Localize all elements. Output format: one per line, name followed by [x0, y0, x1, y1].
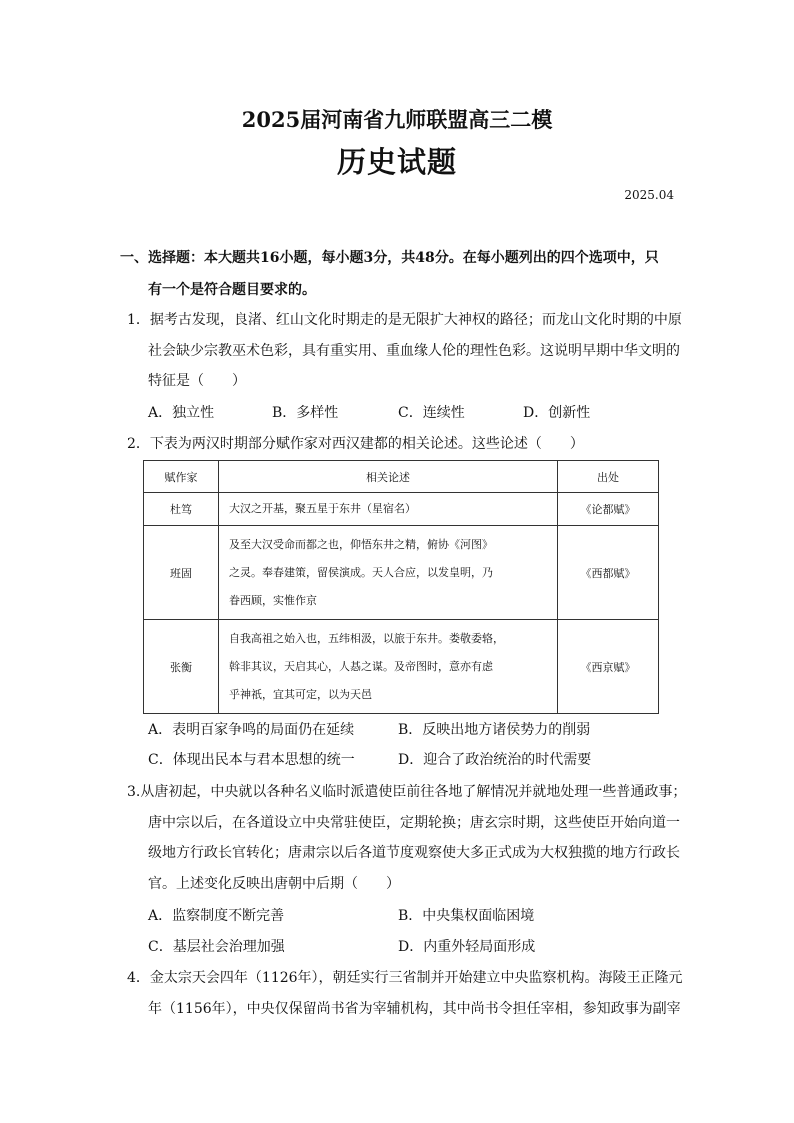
content-line: 及至大汉受命而都之也，仰悟东井之精，俯协《河图》 [229, 537, 493, 551]
q3-option-d: D．内重外轻局面形成 [398, 939, 536, 955]
q2-option-d: D．迎合了政治统治的时代需要 [398, 752, 592, 768]
author-cell: 杜笃 [144, 493, 219, 526]
author-cell: 班固 [144, 526, 219, 620]
table-header-row [144, 461, 659, 493]
subject-title: 历史试题 [336, 145, 457, 179]
exam-date: 2025.04 [624, 188, 674, 202]
table-row [144, 526, 659, 620]
q1-option-d: D．创新性 [523, 405, 591, 421]
content-line: 自我高祖之始入也，五纬相汲，以旅于东井。娄敬委辂， [229, 631, 504, 645]
section-heading-cont: 有一个是符合题目要求的。 [148, 282, 316, 298]
q1-line: 特征是（ ） [148, 373, 246, 389]
header-content: 相关论述 [219, 461, 558, 493]
q1-line: 1．据考古发现，良渚、红山文化时期走的是无限扩大神权的路径；而龙山文化时期的中原 [127, 312, 682, 328]
source-cell: 《西都赋》 [558, 526, 659, 620]
q3-line: 唐中宗以后，在各道设立中央常驻使臣，定期轮换；唐玄宗时期，这些使臣开始向道一 [148, 815, 680, 831]
q2-stem: 2．下表为两汉时期部分赋作家对西汉建都的相关论述。这些论述（ ） [127, 436, 584, 452]
q4-line: 年（1156年），中央仅保留尚书省为宰辅机构，其中尚书令担任宰相，参知政事为副宰 [148, 1001, 681, 1017]
content-line: 乎神祇，宜其可定，以为天邑 [229, 687, 372, 701]
q2-option-c: C．体现出民本与君本思想的统一 [148, 752, 355, 768]
header-source: 出处 [558, 461, 659, 493]
q1-option-b: B．多样性 [272, 405, 339, 421]
q3-line: 官。上述变化反映出唐朝中后期（ ） [148, 876, 400, 892]
content-cell: 大汉之开基，聚五星于东井（星宿名） [219, 493, 558, 526]
q3-option-b: B．中央集权面临困境 [398, 908, 535, 924]
q1-option-a: A．独立性 [148, 405, 215, 421]
header-author: 赋作家 [144, 461, 219, 493]
source-cell: 《论都赋》 [558, 493, 659, 526]
section-heading: 一、选择题：本大题共16小题，每小题3分，共48分。在每小题列出的四个选项中，只 [120, 250, 659, 266]
q1-option-c: C．连续性 [398, 405, 465, 421]
table-row [144, 620, 659, 714]
content-line: 眷西顾，实惟作京 [229, 593, 317, 607]
q3-line: 3.从唐初起，中央就以各种名义临时派遣使臣前往各地了解情况并就地处理一些普通政事； [127, 784, 687, 800]
source-cell: 《西京赋》 [558, 620, 659, 714]
content-line: 斡非其议，天启其心，人惎之谋。及帝图时，意亦有虑 [229, 659, 493, 673]
exam-title: 2025届河南省九师联盟高三二模 [241, 107, 553, 132]
author-cell: 张衡 [144, 620, 219, 714]
q1-line: 社会缺少宗教巫术色彩，具有重实用、重血缘人伦的理性色彩。这说明早期中华文明的 [148, 343, 680, 359]
table-row [144, 493, 659, 526]
q2-option-a: A．表明百家争鸣的局面仍在延续 [148, 722, 355, 738]
content-cell [219, 526, 558, 620]
q3-option-a: A．监察制度不断完善 [148, 908, 285, 924]
q3-line: 级地方行政长官转化；唐肃宗以后各道节度观察使大多正式成为大权独揽的地方行政长 [148, 845, 680, 861]
content-line: 之灵。奉春建策，留侯演成。天人合应，以发皇明，乃 [229, 565, 493, 579]
q4-line: 4．金太宗天会四年（1126年），朝廷实行三省制并开始建立中央监察机构。海陵王正隆元 [127, 970, 683, 986]
q3-option-c: C．基层社会治理加强 [148, 939, 285, 955]
q2-option-b: B．反映出地方诸侯势力的削弱 [398, 722, 591, 738]
fu-table [143, 460, 659, 714]
content-cell [219, 620, 558, 714]
